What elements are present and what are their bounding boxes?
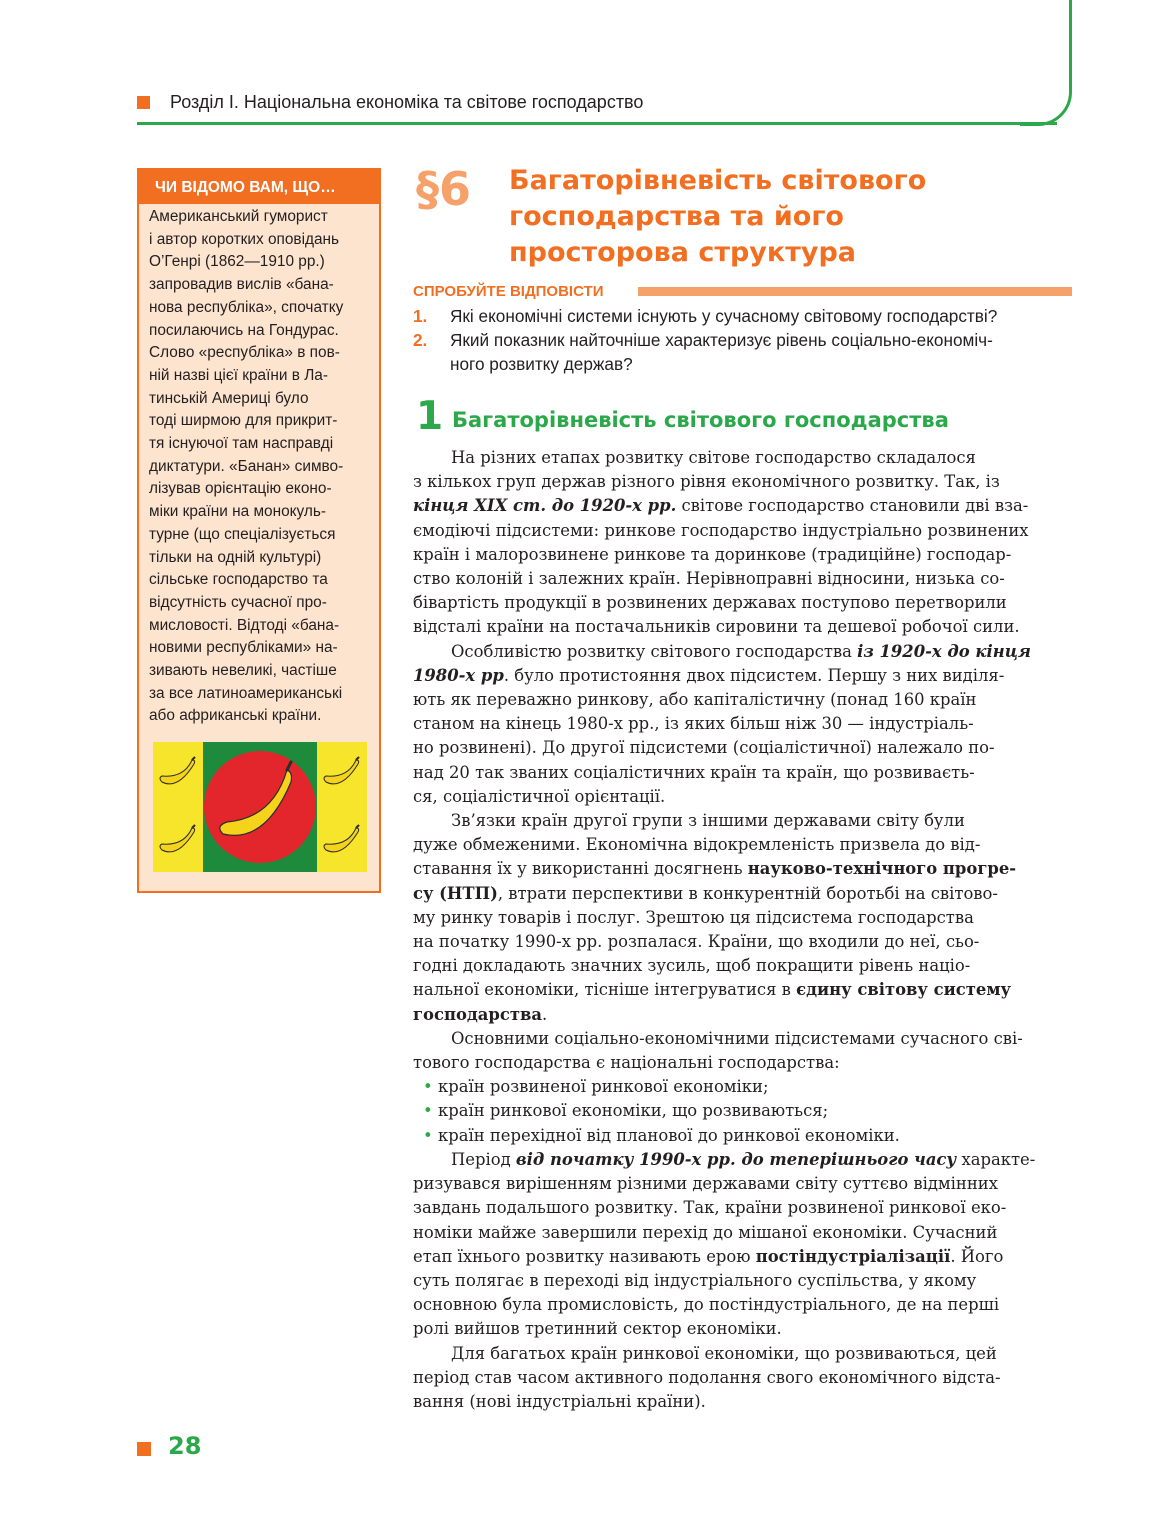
text-line: вання (нові індустріальні країни). — [413, 1391, 706, 1411]
did-you-know-box — [137, 168, 381, 893]
period-emphasis: 1980-х рр — [413, 665, 504, 685]
text-line: станом на кінець 1980-х рр., із яких більш ніж 30 — індустріаль- — [413, 714, 974, 734]
text-line: су (НТП), втрати перспективи в конкурентній боротьбі на світово- — [413, 883, 998, 903]
text-line: ють як переважно ринкову, або капіталістичну (понад 160 країн — [413, 690, 977, 710]
text-line: тового господарства є національні господарства: — [413, 1053, 840, 1073]
text-line: годні докладають значних зусиль, щоб покращити рівень націо- — [413, 956, 971, 976]
try-answer-bar — [638, 287, 1072, 296]
sidebar-line: ній назві цієї країни в Ла- — [149, 366, 328, 384]
text-line: номіки майже завершили перехід до мішаної економіки. Сучасний — [413, 1222, 998, 1242]
paragraph-3 — [413, 809, 1070, 1027]
sidebar-line: диктатури. «Банан» симво- — [149, 457, 344, 475]
paragraph-number: §6 — [416, 162, 472, 216]
period-emphasis: із 1920-х до кінця — [857, 641, 1031, 661]
term-emphasis: су (НТП) — [413, 883, 498, 903]
chapter-title: Розділ І. Національна економіка та світове господарство — [170, 92, 644, 112]
sidebar-line: Слово «республіка» в пов- — [149, 344, 340, 362]
term-emphasis: господарства — [413, 1004, 543, 1024]
text-line: Період від початку 1990-х рр. до теперішнього часу характе- — [451, 1149, 1036, 1169]
sidebar-line: новими республіками» на- — [149, 639, 338, 657]
text-line: відсталі країни на постачальників сировини та дешевої робочої сили. — [413, 617, 1020, 637]
section-title: Багаторівневість світового господарства — [452, 408, 949, 432]
text-line: дуже обмеженими. Економічна відокремленість призвела до від- — [413, 835, 981, 855]
list-item: • країн ринкової економіки, що розвиваються; — [413, 1099, 1070, 1123]
sidebar-line: зивають невеликі, частіше — [149, 662, 337, 680]
sidebar-line: О’Генрі (1862—1910 рр.) — [149, 253, 325, 271]
page-number-marker — [137, 1442, 151, 1456]
sidebar-line: і автор коротких оповідань — [149, 230, 340, 248]
text-line: з кількох груп держав різного рівня економічного розвитку. Так, із — [413, 472, 1000, 492]
sidebar-line: за все латиноамериканські — [149, 684, 343, 702]
did-you-know-heading: ЧИ ВІДОМО ВАМ, ЩО… — [139, 170, 379, 204]
term-emphasis: єдину світову систему — [796, 980, 1012, 1000]
text-line: суть полягає в переході від індустріального суспільства, у якому — [413, 1270, 977, 1290]
sidebar-line: посилаючись на Гондурас. — [149, 321, 339, 339]
paragraph-1 — [413, 446, 1070, 640]
text-line: но розвинені). До другої підсистеми (соціалістичної) належало по- — [413, 738, 995, 758]
did-you-know-text — [139, 204, 379, 728]
sidebar-line: Американський гуморист — [149, 208, 328, 225]
page-number: 28 — [168, 1432, 202, 1460]
sidebar-line: тільки на одній культурі) — [149, 548, 322, 566]
sidebar-line: запровадив вислів «бана- — [149, 276, 334, 294]
paragraph-5 — [413, 1148, 1070, 1342]
paragraph-6 — [413, 1342, 1070, 1415]
text-line: му ринку товарів і послуг. Зрештою ця підсистема господарства — [413, 907, 974, 927]
text-line: ставання їх у використанні досягнень науково-технічного прогре- — [413, 859, 1017, 879]
sidebar-line: міки країни на монокуль- — [149, 503, 327, 521]
sidebar-line: відсутність сучасної про- — [149, 593, 327, 611]
text-line: ролі вийшов третинний сектор економіки. — [413, 1319, 782, 1339]
period-emphasis: від початку 1990-х рр. до теперішнього часу — [515, 1149, 957, 1169]
question-text — [450, 328, 993, 376]
section-number: 1 — [416, 394, 444, 439]
text-line: країн і малорозвинене ринкове та доринкове (традиційне) господар- — [413, 544, 1012, 564]
sidebar-line: нова республіка», спочатку — [149, 298, 344, 316]
text-line: ємодіючі підсистеми: ринкове господарство індустріально розвинених — [413, 520, 1029, 540]
text-line: основною була промисловість, до постіндустріального, де на перші — [413, 1295, 1000, 1315]
sidebar-line: тя існуючої там насправді — [149, 435, 334, 453]
text-line: кінця ХІХ ст. до 1920-х рр. світове господарство становили дві вза- — [413, 496, 1029, 516]
text-line: ство колоній і залежних країн. Нерівноправні відносини, низька со- — [413, 569, 1005, 589]
banana-flag-illustration — [153, 742, 367, 872]
paragraph-4 — [413, 1027, 1070, 1075]
bullet-list — [413, 1075, 1070, 1148]
list-item: • країн розвиненої ринкової економіки; — [413, 1075, 1070, 1099]
sidebar-line: тоді ширмою для прикрит- — [149, 412, 338, 430]
header-rule — [137, 122, 1057, 125]
period-emphasis: кінця ХІХ ст. до 1920-х рр. — [413, 496, 677, 516]
text-line: завдань подальшого розвитку. Так, країни розвиненої ринкової еко- — [413, 1198, 1007, 1218]
text-line: етап їхнього розвитку називають ерою постіндустріалізації. Його — [413, 1246, 1004, 1266]
title-line: Багаторівневість світового — [509, 165, 927, 196]
text-line: період став часом активного подолання свого економічного відста- — [413, 1367, 1001, 1387]
text-line: Зв’язки країн другої групи з іншими державами світу були — [451, 811, 965, 831]
try-answer-label: СПРОБУЙТЕ ВІДПОВІСТИ — [413, 283, 604, 300]
sidebar-line: або африканські країни. — [149, 707, 322, 725]
text-line: над 20 так званих соціалістичних країн та країн, що розвиваєть- — [413, 762, 975, 782]
question-line: Які економічні системи існують у сучасному світовому господарстві? — [450, 306, 998, 326]
list-item: • країн перехідної від планової до ринкової економіки. — [413, 1124, 1070, 1148]
title-line: просторова структура — [509, 237, 857, 268]
text-line: ризувався вирішенням різними державами світу суттєво відмінних — [413, 1174, 998, 1194]
sidebar-line: тинській Америці було — [149, 389, 309, 407]
text-line: Для багатьох країн ринкової економіки, що розвиваються, цей — [451, 1343, 997, 1363]
text-line: господарства. — [413, 1004, 548, 1024]
body-text — [413, 446, 1070, 1414]
term-emphasis: науково-технічного прогре- — [747, 859, 1017, 879]
text-line: бівартість продукції в розвинених державах поступово перетворили — [413, 593, 1007, 613]
question-text — [450, 304, 997, 328]
question-line: Який показник найточніше характеризує рівень соціально-економіч- — [450, 330, 993, 350]
question-line: ного розвитку держав? — [450, 354, 633, 374]
text-line: На різних етапах розвитку світове господарство складалося — [451, 448, 976, 467]
sidebar-line: мисловості. Відтоді «бана- — [149, 616, 340, 634]
question-number: 2. — [413, 330, 428, 350]
text-line: Особливістю розвитку світового господарства із 1920-х до кінця — [451, 641, 1031, 661]
text-line: 1980-х рр. було протистояння двох підсистем. Першу з них виділя- — [413, 665, 1005, 685]
sidebar-line: турне (що спеціалізується — [149, 525, 336, 543]
text-line: на початку 1990-х рр. розпалася. Країни, що входили до неї, сьо- — [413, 932, 980, 952]
paragraph-2 — [413, 640, 1070, 809]
question-number: 1. — [413, 306, 428, 326]
text-line: ся, соціалістичної орієнтації. — [413, 786, 666, 806]
text-line: нальної економіки, тісніше інтегруватися в єдину світову систему — [413, 980, 1012, 1000]
sidebar-line: сільське господарство та — [149, 571, 328, 589]
sidebar-line: лізував орієнтацію еконо- — [149, 480, 332, 498]
text-line: Основними соціально-економічними підсистемами сучасного сві- — [451, 1028, 1023, 1048]
term-emphasis: постіндустріалізації — [755, 1246, 951, 1266]
header-marker — [137, 96, 150, 109]
header-border-curve — [1020, 0, 1072, 126]
paragraph-title — [509, 163, 926, 271]
title-line: господарства та його — [509, 201, 844, 232]
